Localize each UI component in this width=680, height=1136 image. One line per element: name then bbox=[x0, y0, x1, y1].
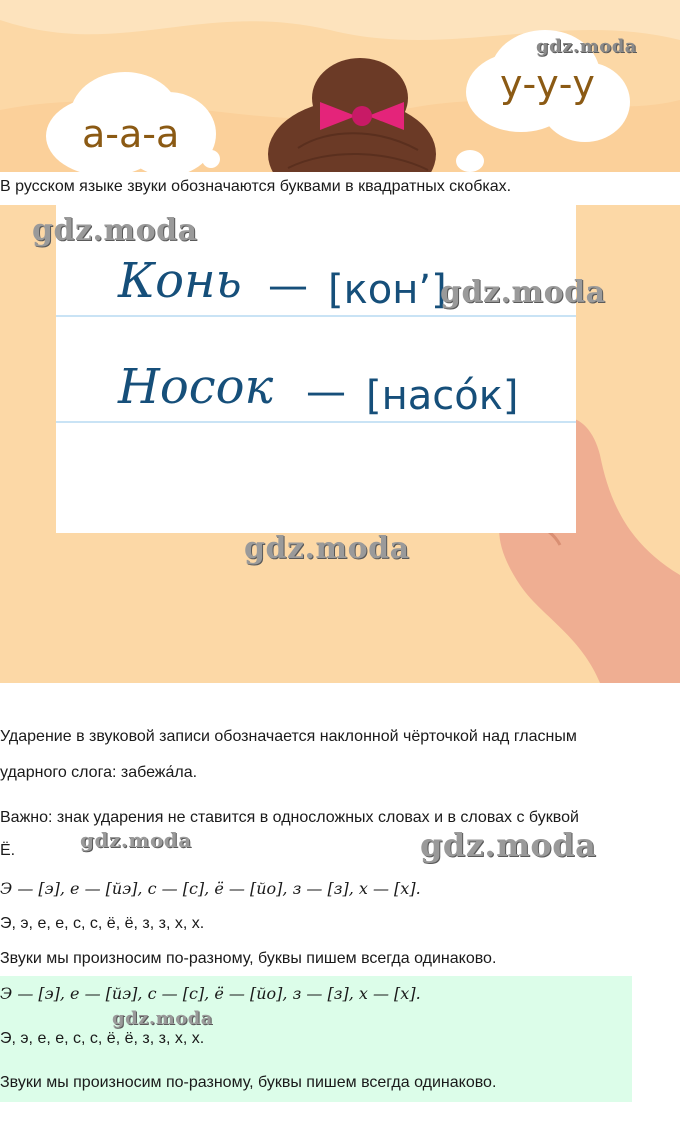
watermark: gdz.moda bbox=[80, 828, 192, 852]
watermark: gdz.moda bbox=[440, 275, 606, 310]
card-illustration bbox=[0, 205, 680, 683]
watermark: gdz.moda bbox=[112, 1008, 213, 1029]
highlight-letters: Э, э, е, е, с, с, ё, ё, з, з, х, х. bbox=[0, 1030, 205, 1047]
word-card bbox=[56, 205, 576, 533]
cloud-left-text: а-а-а bbox=[82, 112, 180, 156]
cloud-right-text: у-у-у bbox=[500, 62, 595, 106]
watermark: gdz.moda bbox=[536, 36, 637, 57]
stress-paragraph-line-2: ударного слога: забежа́ла. bbox=[0, 764, 198, 781]
stress-paragraph-line-1: Ударение в звуковой записи обозначается наклонной чёрточкой над гласным bbox=[0, 728, 577, 745]
top-banner-illustration bbox=[0, 0, 680, 172]
girl-hair-with-bow bbox=[268, 58, 438, 172]
watermark: gdz.moda bbox=[420, 826, 597, 864]
letter-sound-pairs-text: Э — [э], е — [йэ], с — [с], ё — [йо], з — [з], х — [х]. bbox=[0, 879, 421, 898]
highlight-pairs bbox=[0, 979, 421, 1010]
highlight-box bbox=[0, 976, 632, 1102]
important-note-line-1: Важно: знак ударения не ставится в односложных словах и в словах с буквой bbox=[0, 809, 579, 826]
card-word-2: Носок bbox=[118, 359, 274, 415]
card-dash-2: — bbox=[306, 369, 346, 415]
watermark: gdz.moda bbox=[32, 213, 198, 248]
card-ruled-line bbox=[56, 421, 576, 423]
card-ruled-line bbox=[56, 315, 576, 317]
sounds-note: Звуки мы произносим по-разному, буквы пишем всегда одинаково. bbox=[0, 950, 497, 967]
intro-text: В русском языке звуки обозначаются буквами в квадратных скобках. bbox=[0, 178, 512, 195]
letters-list: Э, э, е, е, с, с, ё, ё, з, з, х, х. bbox=[0, 915, 205, 932]
card-transcription-1: [кон’] bbox=[328, 267, 447, 313]
card-word-1: Конь bbox=[118, 253, 242, 309]
highlight-sounds: Звуки мы произносим по-разному, буквы пишем всегда одинаково. bbox=[0, 1074, 497, 1091]
card-dash-1: — bbox=[268, 263, 308, 309]
letter-sound-pairs bbox=[0, 874, 421, 905]
highlight-pairs-text: Э — [э], е — [йэ], с — [с], ё — [йо], з — [з], х — [х]. bbox=[0, 984, 421, 1003]
card-transcription-2: [насо́к] bbox=[366, 373, 519, 419]
important-note-line-2: Ё. bbox=[0, 842, 16, 859]
watermark: gdz.moda bbox=[244, 531, 410, 566]
